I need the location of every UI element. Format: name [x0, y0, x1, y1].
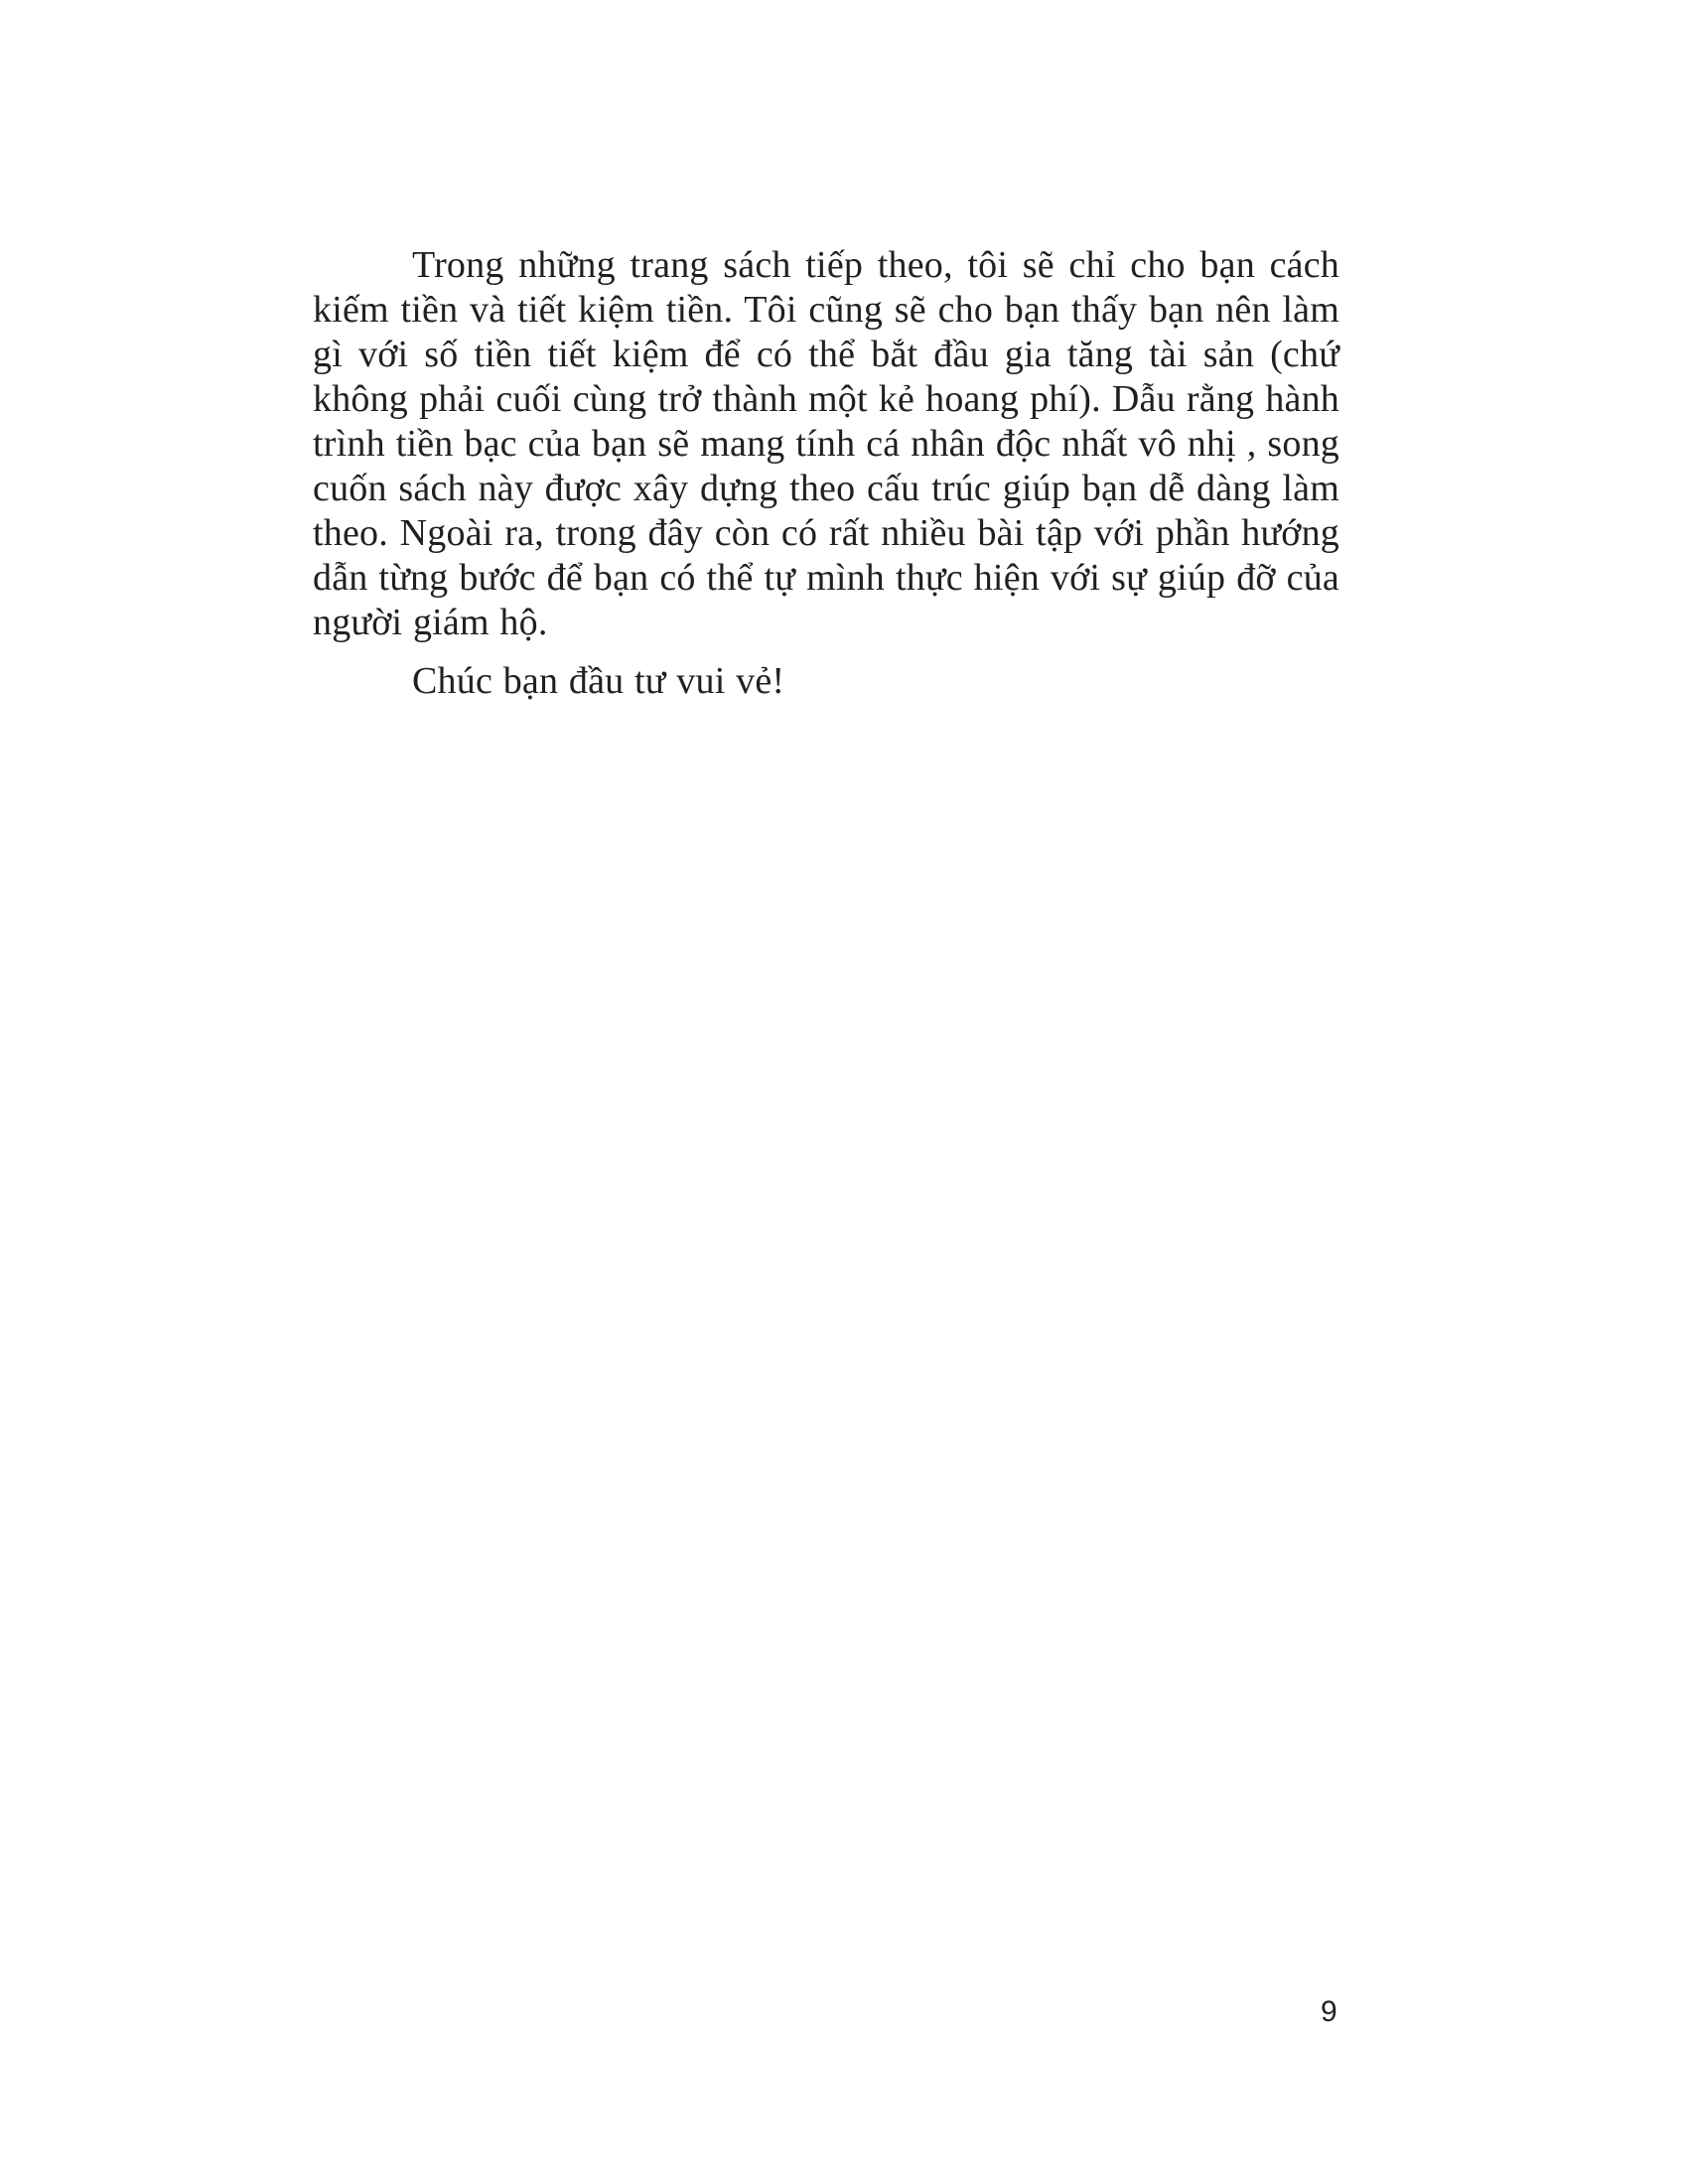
paragraph-closing: Chúc bạn đầu tư vui vẻ!: [412, 660, 785, 702]
body-text-block: [313, 243, 1339, 704]
page-number: 9: [1321, 1995, 1337, 2028]
paragraph-intro: Trong những trang sách tiếp theo, tôi sẽ chỉ cho bạn cách kiếm tiền và tiết kiệm tiền. Tôi cũng sẽ cho bạn thấy bạn nên làm gì với số tiền tiết kiệm để có thể bắt đầu gia tăng tài sản (chứ không phải cuối cùng trở thành một kẻ hoang phí). Dẫu rằng hành trình tiền bạc của bạn sẽ mang tính cá nhân độc nhất vô nhị , song cuốn sách này được xây dựng theo cấu trúc giúp bạn dễ dàng làm theo. Ngoài ra, trong đây còn có rất nhiều bài tập với phần hướng dẫn từng bước để bạn có thể tự mình thực hiện với sự giúp đỡ của người giám hộ.: [313, 244, 1339, 643]
